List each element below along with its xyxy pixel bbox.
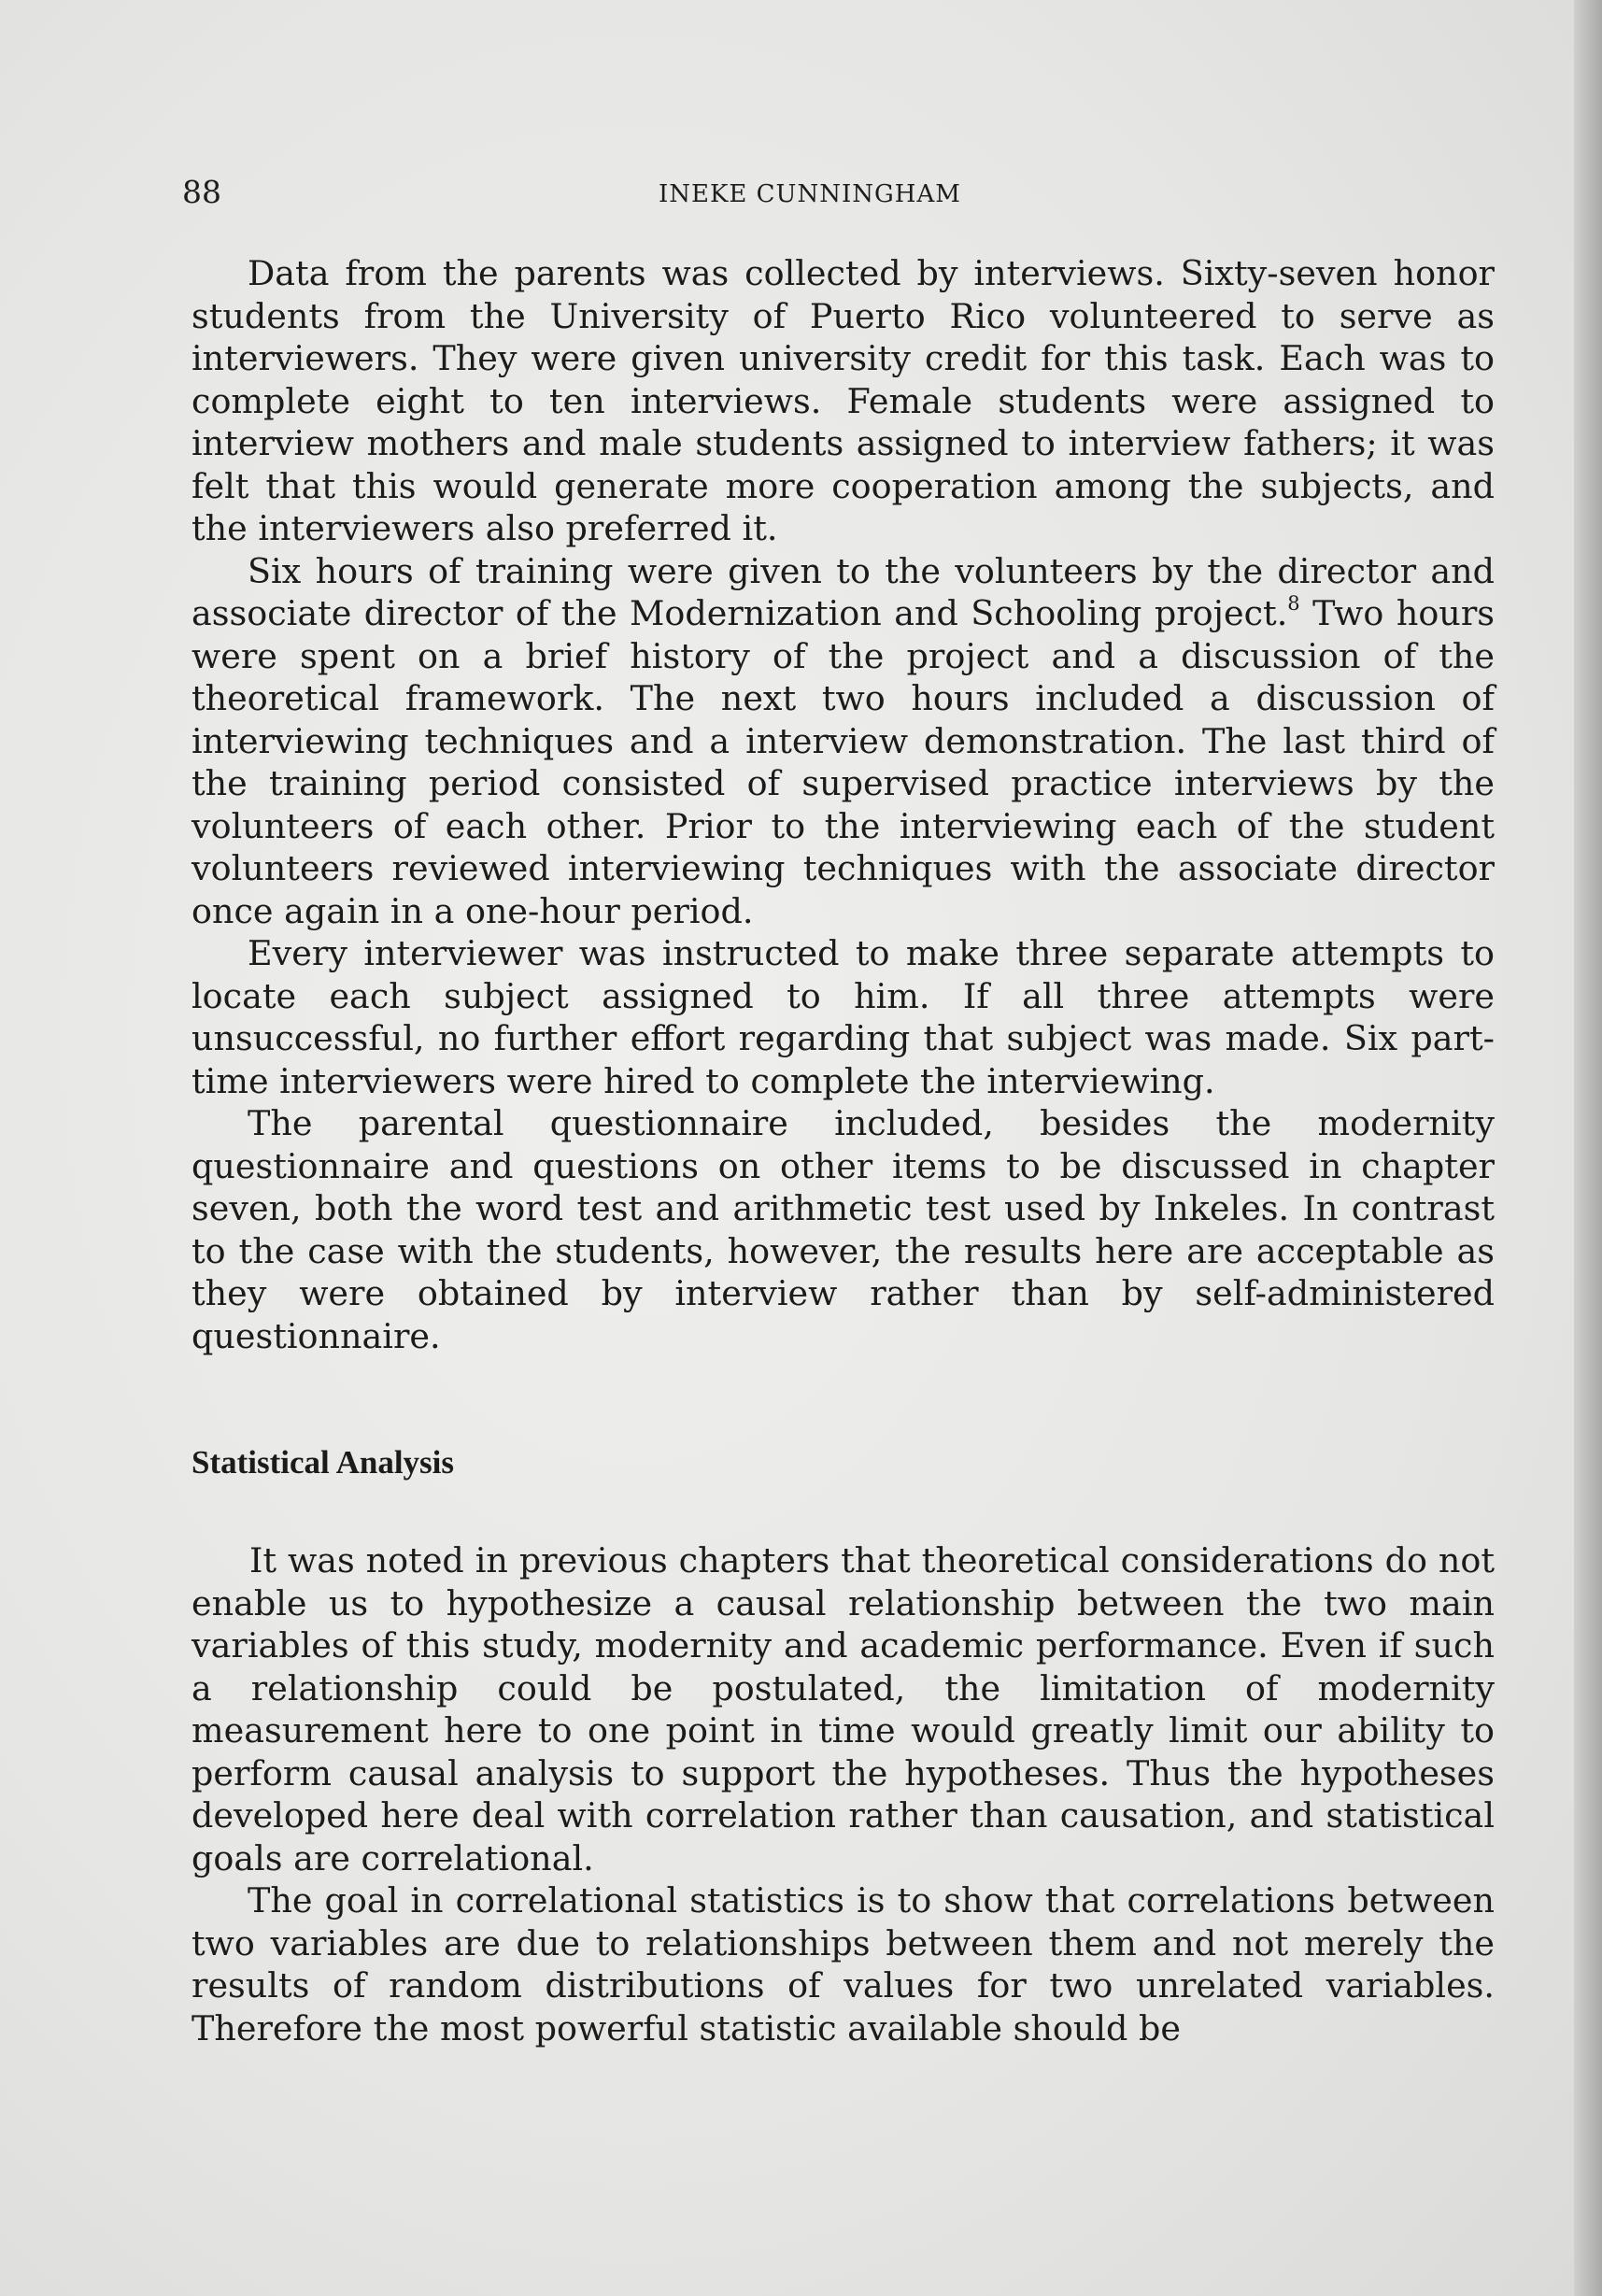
paragraph-training-text: Six hours of training were given to the volunteers by the director and associate director of the Modernization and Schooling project. <box>191 550 1495 633</box>
paragraph-training <box>191 550 1495 933</box>
paragraph-correlational-goal: The goal in correlational statistics is to show that correlations between two variables are due to relationships between them and not merely the results of random distributions of values for two unrelated variables. Therefore the most powerful statistic available should be <box>191 1880 1495 2048</box>
footnote-marker: 8 <box>1287 592 1300 615</box>
paragraph-attempts: Every interviewer was instructed to make three separate attempts to locate each subject assigned to him. If all three attempts were unsuccessful, no further effort regarding that subject was made. Six part-time interviewers were hired to complete the interviewing. <box>191 933 1495 1101</box>
paragraph-questionnaire: The parental questionnaire included, besides the modernity questionnaire and questions on other items to be discussed in chapter seven, both the word test and arithmetic test used by Inkeles. In contrast to the case with the students, however, the results here are acceptable as they were obtained by interview rather than by self-administered questionnaire. <box>191 1103 1495 1356</box>
body-text <box>191 252 1495 2049</box>
running-title: INEKE CUNNINGHAM <box>659 180 961 208</box>
paragraph-causal: It was noted in previous chapters that theoretical considerations do not enable us to hypothesize a causal relationship between the two main variables of this study, modernity and academic performance. Even if such a relationship could be postulated, the limitation of modernity measurement here to one point in time would greatly limit our ability to perform causal analysis to support the hypotheses. Thus the hypotheses developed here deal with correlation rather than causation, and statistical goals are correlational. <box>191 1540 1495 1878</box>
paragraph-training-continued: Two hours were spent on a brief history of the project and a discussion of the theoretical framework. The next two hours included a discussion of interviewing techniques and a interview demonstration. The last third of the training period consisted of supervised practice interviews by the volunteers of each other. Prior to the interviewing each of the student volunteers reviewed interviewing techniques with the associate director once again in a one-hour period. <box>191 593 1495 931</box>
page-edge-shadow <box>1574 0 1602 2296</box>
page-number: 88 <box>182 174 221 210</box>
paragraph-interviews: Data from the parents was collected by interviews. Sixty-seven honor students from the University of Puerto Rico volunteered to serve as interviewers. They were given university credit for this task. Each was to complete eight to ten interviews. Female students were assigned to interview mothers and male students assigned to interview fathers; it was felt that this would generate more cooperation among the subjects, and the interviewers also preferred it. <box>191 253 1495 548</box>
section-heading: Statistical Analysis <box>191 1444 455 1481</box>
running-header <box>182 174 1490 220</box>
